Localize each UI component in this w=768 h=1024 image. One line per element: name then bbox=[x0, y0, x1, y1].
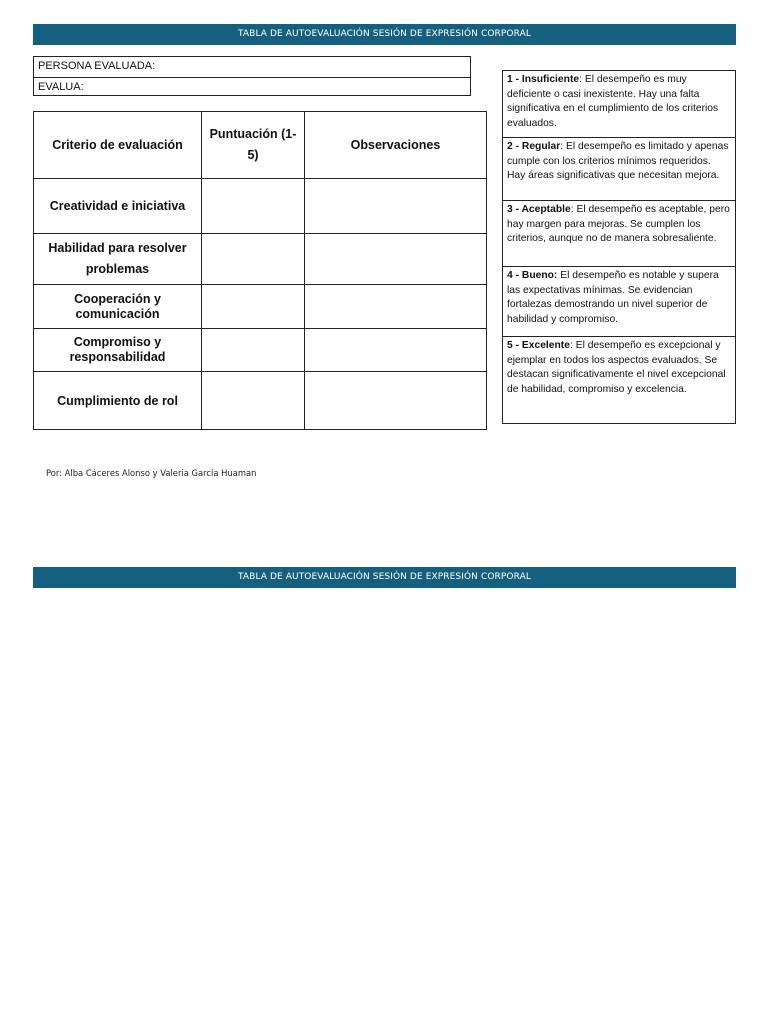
header-observations: Observaciones bbox=[305, 112, 487, 179]
scale-description: El desempeño es notable y supera las expectativas mínimas. Se evidencian fortalezas demostrando un nivel superior de habilidad y compromiso. bbox=[507, 270, 719, 325]
scale-label: 3 - Aceptable bbox=[507, 204, 571, 215]
criterion-cell: Habilidad para resolver problemas bbox=[34, 234, 202, 285]
score-cell[interactable] bbox=[202, 179, 305, 234]
scale-separator: : bbox=[569, 340, 573, 351]
scale-description: El desempeño es aceptable, pero hay margen para mejoras. Se cumplen los criterios, aunque no de manera sobresaliente. bbox=[507, 204, 730, 245]
score-cell[interactable] bbox=[202, 234, 305, 285]
scale-description: El desempeño es muy deficiente o casi inexistente. Hay una falta significativa en el cumplimiento de los criterios evaluados. bbox=[507, 74, 719, 129]
score-cell[interactable] bbox=[202, 372, 305, 430]
observations-cell[interactable] bbox=[305, 179, 487, 234]
table-row bbox=[34, 179, 487, 234]
scale-item-1 bbox=[503, 71, 735, 137]
scale-label: 5 - Excelente bbox=[507, 340, 570, 351]
author-credit: Por: Alba Cáceres Alonso y Valeria García Huaman bbox=[46, 468, 257, 478]
table-row bbox=[34, 329, 487, 372]
header-criterion: Criterio de evaluación bbox=[34, 112, 202, 179]
table-row bbox=[34, 234, 487, 285]
scale-label: 2 - Regular bbox=[507, 141, 561, 152]
observations-cell[interactable] bbox=[305, 372, 487, 430]
header-score: Puntuación (1-5) bbox=[202, 112, 305, 179]
evaluation-table bbox=[33, 111, 487, 430]
observations-cell[interactable] bbox=[305, 234, 487, 285]
criterion-cell: Compromiso y responsabilidad bbox=[34, 329, 202, 372]
table-header-row bbox=[34, 112, 487, 179]
scale-label: 1 - Insuficiente bbox=[507, 74, 580, 85]
scale-separator: : bbox=[570, 204, 574, 215]
scale-item-3 bbox=[503, 200, 735, 266]
person-info-box bbox=[33, 56, 471, 96]
rating-scale-box bbox=[502, 70, 736, 424]
score-cell[interactable] bbox=[202, 285, 305, 329]
evaluated-person-field[interactable]: PERSONA EVALUADA: bbox=[38, 60, 156, 72]
scale-separator: : bbox=[579, 74, 582, 85]
scale-item-4 bbox=[503, 266, 735, 336]
score-cell[interactable] bbox=[202, 329, 305, 372]
header-banner: TABLA DE AUTOEVALUACIÓN SESIÓN DE EXPRESIÓN CORPORAL bbox=[33, 24, 736, 45]
criterion-cell: Cumplimiento de rol bbox=[34, 372, 202, 430]
scale-description: El desempeño es excepcional y ejemplar en todos los aspectos evaluados. Se destacan significativamente el nivel excepcional de habilidad, compromiso y excelencia. bbox=[507, 340, 726, 395]
observations-cell[interactable] bbox=[305, 329, 487, 372]
scale-item-2 bbox=[503, 137, 735, 200]
criterion-cell: Cooperación y comunicación bbox=[34, 285, 202, 329]
evaluator-field[interactable]: EVALUA: bbox=[34, 77, 470, 97]
scale-description: El desempeño es limitado y apenas cumple con los criterios mínimos requeridos. Hay áreas significativas que necesitan mejora. bbox=[507, 141, 729, 182]
scale-item-5 bbox=[503, 336, 735, 423]
second-page-banner: TABLA DE AUTOEVALUACIÓN SESIÓN DE EXPRESIÓN CORPORAL bbox=[33, 567, 736, 588]
scale-label: 4 - Bueno: bbox=[507, 270, 558, 281]
observations-cell[interactable] bbox=[305, 285, 487, 329]
table-row bbox=[34, 372, 487, 430]
table-row bbox=[34, 285, 487, 329]
scale-separator: : bbox=[560, 141, 564, 152]
criterion-cell: Creatividad e iniciativa bbox=[34, 179, 202, 234]
